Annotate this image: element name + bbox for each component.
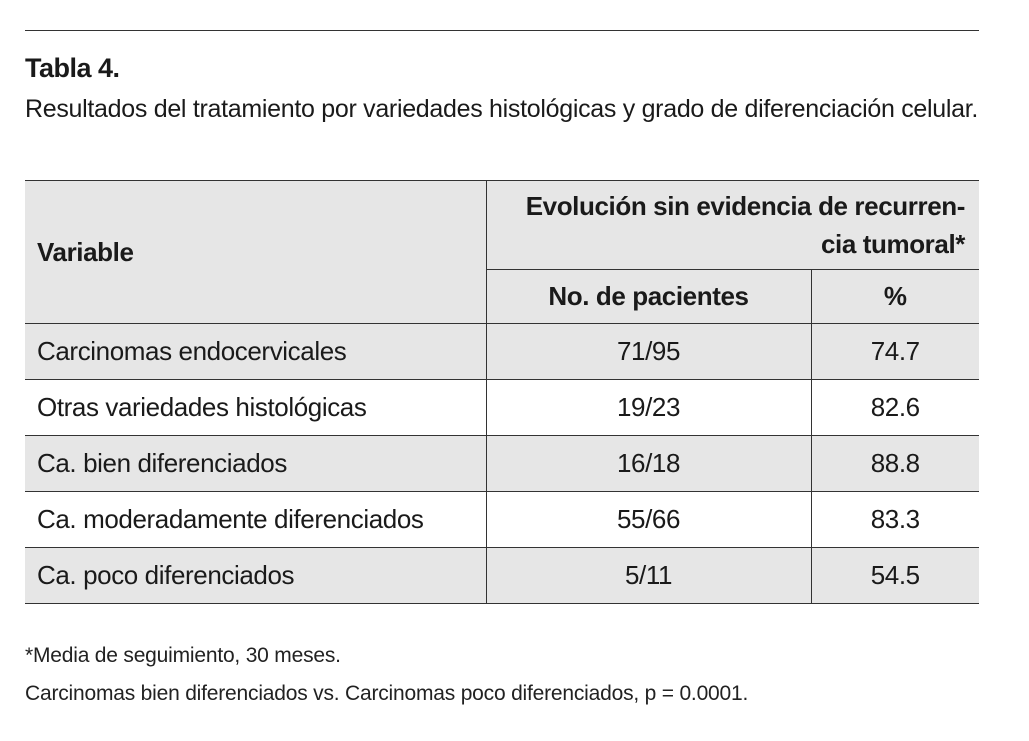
cell-percent: 88.8 bbox=[811, 436, 979, 492]
header-patients: No. de pacientes bbox=[486, 270, 811, 324]
table-title: Tabla 4. bbox=[25, 53, 120, 83]
footnote-pvalue: Carcinomas bien diferenciados vs. Carcinomas poco diferenciados, p = 0.0001. bbox=[25, 682, 749, 705]
cell-patients: 19/23 bbox=[486, 380, 811, 436]
table-row bbox=[25, 324, 979, 380]
cell-variable: Carcinomas endocervicales bbox=[25, 324, 486, 380]
results-table bbox=[25, 180, 979, 604]
table-row bbox=[25, 492, 979, 548]
cell-patients: 5/11 bbox=[486, 548, 811, 604]
cell-variable: Ca. bien diferenciados bbox=[25, 436, 486, 492]
table-row bbox=[25, 436, 979, 492]
cell-patients: 55/66 bbox=[486, 492, 811, 548]
cell-patients: 71/95 bbox=[486, 324, 811, 380]
header-evolution-line2: cia tumoral* bbox=[820, 229, 965, 259]
table-body bbox=[25, 324, 979, 604]
table-subtitle: Resultados del tratamiento por variedades histológicas y grado de diferenciación celular. bbox=[25, 95, 979, 123]
cell-variable: Otras variedades histológicas bbox=[25, 380, 486, 436]
cell-patients: 16/18 bbox=[486, 436, 811, 492]
table-row bbox=[25, 380, 979, 436]
cell-percent: 54.5 bbox=[811, 548, 979, 604]
table-row bbox=[25, 548, 979, 604]
header-percent: % bbox=[811, 270, 979, 324]
cell-percent: 82.6 bbox=[811, 380, 979, 436]
cell-variable: Ca. poco diferenciados bbox=[25, 548, 486, 604]
cell-percent: 83.3 bbox=[811, 492, 979, 548]
header-evolution bbox=[486, 181, 979, 270]
top-rule bbox=[25, 30, 979, 31]
cell-variable: Ca. moderadamente diferenciados bbox=[25, 492, 486, 548]
header-variable: Variable bbox=[25, 181, 486, 324]
cell-percent: 74.7 bbox=[811, 324, 979, 380]
table-header bbox=[25, 181, 979, 324]
header-evolution-line1: Evolución sin evidencia de recurren- bbox=[525, 191, 965, 221]
footnote-followup: *Media de seguimiento, 30 meses. bbox=[25, 644, 341, 667]
